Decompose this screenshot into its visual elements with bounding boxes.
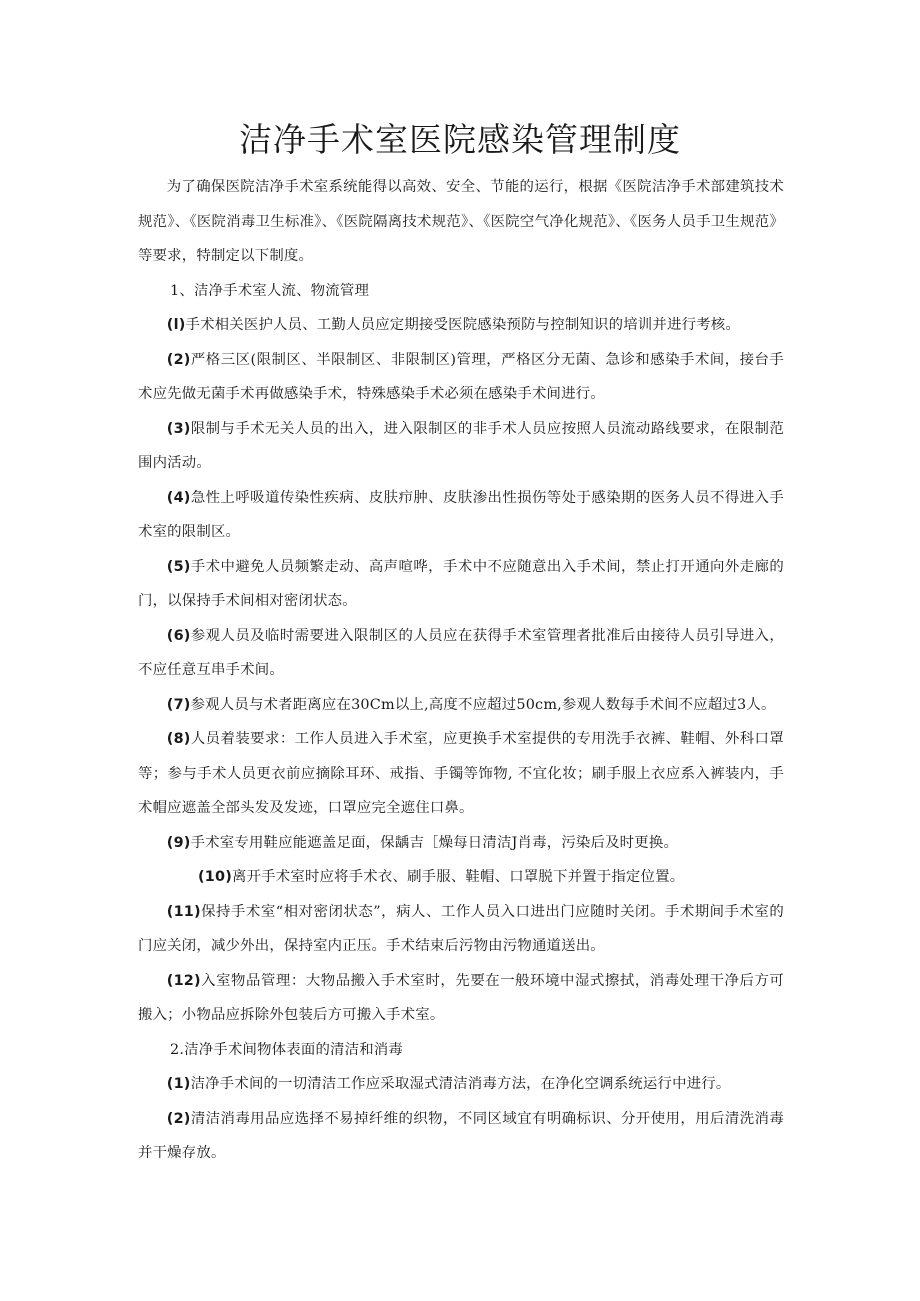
list-item	[138, 343, 784, 412]
item-text: 手术室专用鞋应能遮盖足面，保龋吉［燥每日清洁J肖毒，污染后及时更换。	[190, 834, 679, 851]
item-number: (2)	[166, 1110, 191, 1127]
item-number: (10)	[198, 869, 232, 885]
item-text: 急性上呼吸道传染性疾病、皮肤疖肿、皮肤渗出性损伤等处于感染期的医务人员不得进入手术室的限制区。	[138, 489, 784, 540]
list-item	[138, 412, 784, 481]
item-number: (6)	[166, 627, 191, 644]
item-text: 参观人员及临时需要进入限制区的人员应在获得手术室管理者批准后由接待人员引导进入，不应任意互串手术间。	[138, 627, 784, 678]
item-number: (4)	[166, 489, 191, 506]
list-item	[138, 481, 784, 550]
document-title: 洁净手术室医院感染管理制度	[239, 120, 681, 159]
list-item	[138, 722, 784, 826]
document-body	[138, 170, 784, 1171]
item-text: 保持手术室“相对密闭状态”，病人、工作人员入口进出门应随时关闭。手术期间手术室的门应关闭，减少外出，保持室内正压。手术结束后污物由污物通道送出。	[138, 903, 784, 954]
item-text: 清洁消毒用品应选择不易掉纤维的织物，不同区域宜有明确标识、分开使用，用后清洗消毒并干燥存放。	[138, 1110, 784, 1161]
item-number: (1)	[166, 1076, 191, 1092]
item-text: 入室物品管理：大物品搬入手术室时，先要在一般环境中湿式擦拭，消毒处理干净后方可搬入；小物品应拆除外包装后方可搬入手术室。	[138, 972, 784, 1023]
item-text: 离开手术室时应将手术衣、刷手服、鞋帽、口罩脱下并置于指定位置。	[231, 869, 685, 885]
item-number: (8)	[166, 731, 191, 747]
item-number: (12)	[166, 972, 201, 989]
item-number: (11)	[166, 903, 201, 920]
list-item	[138, 1102, 784, 1171]
item-number: (3)	[166, 420, 191, 437]
intro-paragraph: 为了确保医院洁净手术室系统能得以高效、安全、节能的运行，根据《医院洁净手术部建筑技术规范》、《医院消毒卫生标准》、《医院隔离技术规范》、《医院空气净化规范》、《医务人员手卫生规范》等要求，特制定以下制度。	[138, 179, 784, 264]
item-number: (5)	[166, 558, 191, 575]
item-text: 人员着装要求：工作人员进入手术室，应更换手术室提供的专用洗手衣裤、鞋帽、外科口罩等；参与手术人员更衣前应摘除耳环、戒指、手镯等饰物, 不宜化妆；刷手服上衣应系入裤装内，手术帽应遮盖全部头发及发迹，口罩应完全遮住口鼻。	[138, 731, 784, 816]
list-item	[138, 688, 784, 723]
list-item	[138, 895, 784, 964]
item-text: 参观人员与术者距离应在30Cm以上,高度不应超过50cm,参观人数每手术间不应超过3人。	[190, 696, 776, 713]
list-item	[138, 964, 784, 1033]
item-number: (2)	[166, 351, 191, 368]
list-item	[138, 826, 784, 861]
item-text: 洁净手术间的一切清洁工作应采取湿式清洁消毒方法，在净化空调系统运行中进行。	[190, 1076, 731, 1092]
list-item	[138, 308, 784, 343]
item-number: (7)	[166, 696, 191, 713]
item-text: 手术相关医护人员、工勤人员应定期接受医院感染预防与控制知识的培训并进行考核。	[185, 317, 740, 333]
item-number: (l)	[166, 317, 186, 333]
list-item	[138, 1067, 784, 1102]
item-text: 手术中避免人员频繁走动、高声喧哗，手术中不应随意出入手术间，禁止打开通向外走廊的门，以保持手术间相对密闭状态。	[138, 558, 784, 609]
list-item	[138, 860, 784, 895]
list-item	[138, 550, 784, 619]
section-2-heading: 2.洁净手术间物体表面的清洁和消毒	[170, 1041, 403, 1058]
item-text: 严格三区(限制区、半限制区、非限制区)管理，严格区分无菌、急诊和感染手术间，接台手术应先做无菌手术再做感染手术，特殊感染手术必须在感染手术间进行。	[138, 351, 784, 402]
section-1-heading: 1、洁净手术室人流、物流管理	[170, 282, 370, 299]
list-item	[138, 619, 784, 688]
item-number: (9)	[166, 834, 191, 851]
item-text: 限制与手术无关人员的出入，进入限制区的非手术人员应按照人员流动路线要求，在限制范围内活动。	[138, 420, 784, 471]
